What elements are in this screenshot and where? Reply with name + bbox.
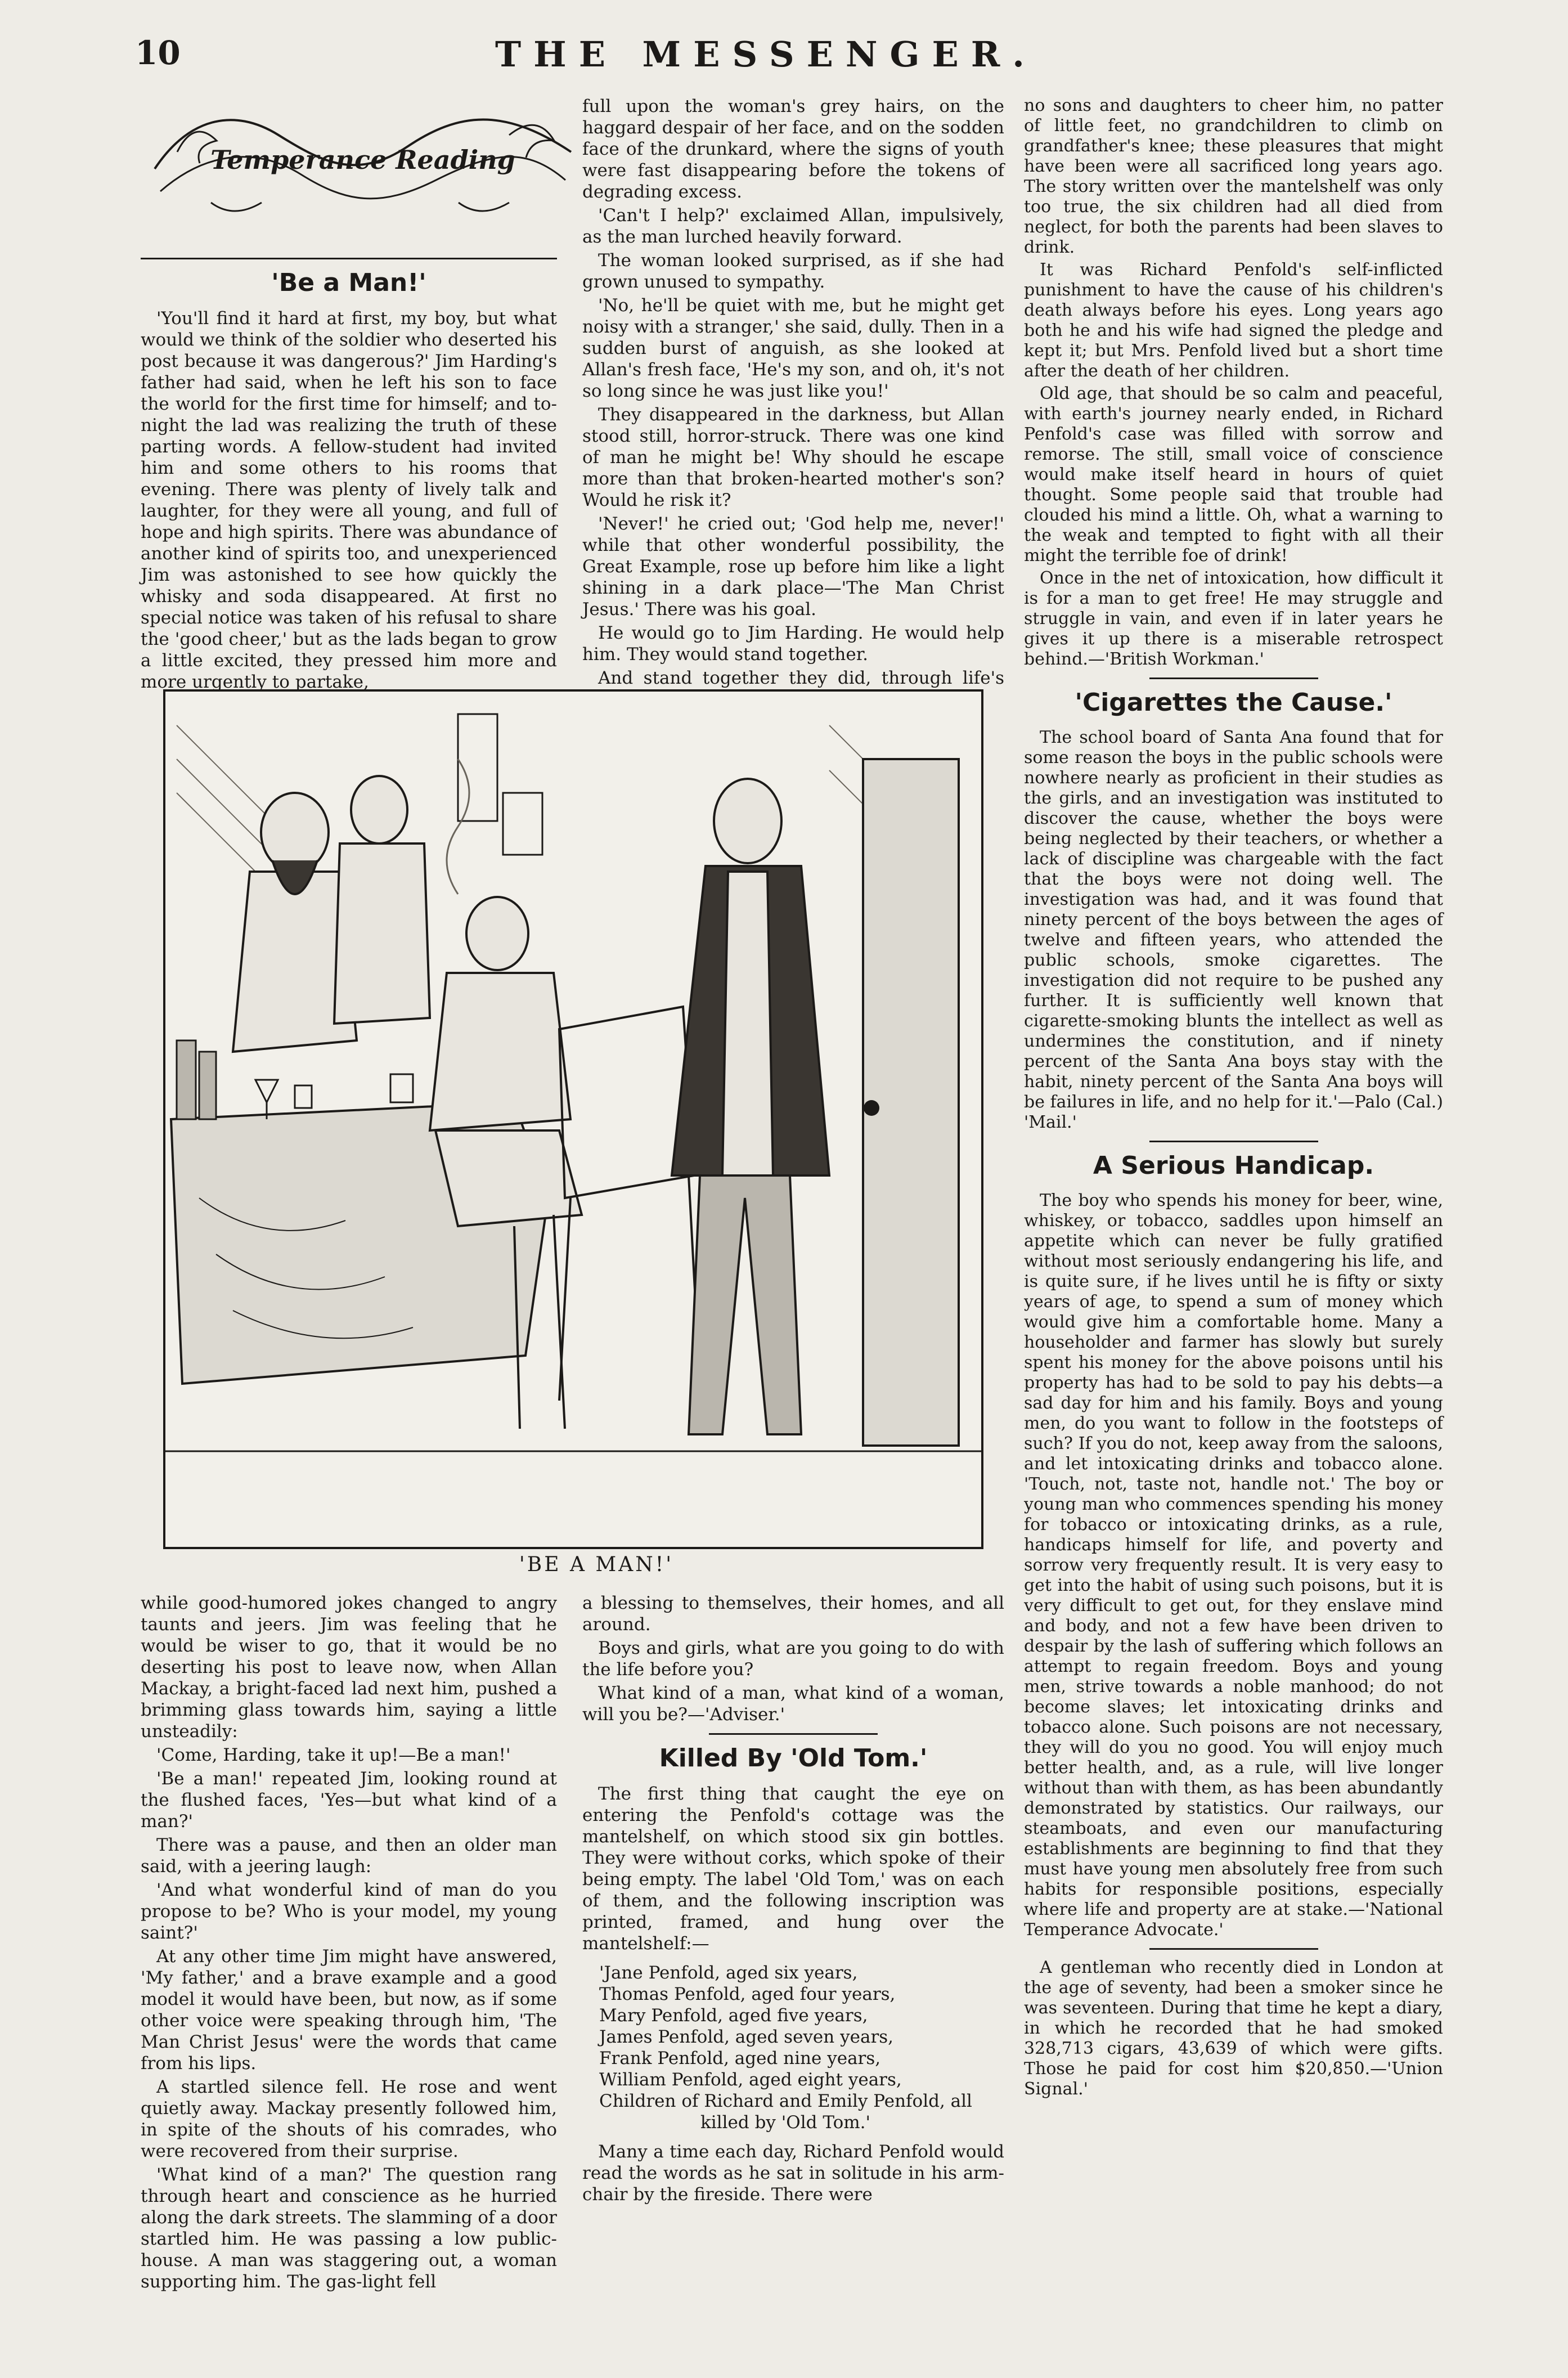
verse-line: Mary Penfold, aged five years, <box>599 2005 868 2026</box>
paragraph: There was a pause, and then an older man said, with a jeering laugh: <box>141 1835 557 1877</box>
column-3 <box>1024 96 1443 2102</box>
cigarettes-title: 'Cigarettes the Cause.' <box>1075 688 1392 717</box>
page-number: 10 <box>135 34 181 72</box>
paragraph: What kind of a man, what kind of a woman, will you be?—'Adviser.' <box>582 1683 1004 1725</box>
column-2-bottom <box>582 1592 1004 2207</box>
paragraph: And stand together they did, through life's trials and temptations, shoulder to shoulder, <box>582 668 1004 710</box>
paragraph: Many a time each day, Richard Penfold would read the words as he sat in solitude in his arm-chair by the fireside. There were <box>582 2142 1004 2205</box>
paragraph: a blessing to themselves, their homes, and all around. <box>582 1593 1004 1635</box>
verse-line: Frank Penfold, aged nine years, <box>599 2048 881 2069</box>
paragraph: He would go to Jim Harding. He would help him. They would stand together. <box>582 623 1004 665</box>
short-rule <box>709 1733 878 1735</box>
verse-line: James Penfold, aged seven years, <box>599 2027 894 2047</box>
paragraph: 'Can't I help?' exclaimed Allan, impulsively, as the man lurched heavily forward. <box>582 205 1004 247</box>
paragraph: The first thing that caught the eye on entering the Penfold's cottage was the mantelshelf, on which stood six gin bottles. They were without corks, which spoke of their being empty. The label 'Old Tom,' was on each of them, and the following inscription was printed, framed, and hung over the mantelshelf:— <box>582 1784 1004 1954</box>
paragraph: They disappeared in the darkness, but Allan stood still, horror-struck. There was one kind of man he might be! Why should he escape more than that broken-hearted mother's son? Would he risk it? <box>582 405 1004 510</box>
verse-line: Thomas Penfold, aged four years, <box>599 1984 896 2004</box>
paragraph: 'Never!' he cried out; 'God help me, never!' while that other wonderful possibility, the Great Example, rose up before him like a light shining in a dark place—'The Man Christ Jesus.' There was his goal. <box>582 514 1004 620</box>
verse-line: William Penfold, aged eight years, <box>599 2070 902 2090</box>
vignette-text: Temperance Reading <box>210 145 515 175</box>
paragraph: The woman looked surprised, as if she had grown unused to sympathy. <box>582 250 1004 292</box>
short-rule <box>1149 677 1318 679</box>
serious-handicap-title: A Serious Handicap. <box>1093 1151 1374 1180</box>
paragraph: A gentleman who recently died in London at the age of seventy, had been a smoker since he was seventeen. During that time he kept a diary, in which he recorded that he had smoked 328,713 cigars, 43,639 of which were gifts. Those he paid for cost him $20,850.—'Union Signal.' <box>1024 1958 1443 2099</box>
masthead-title: THE MESSENGER. <box>495 34 1037 75</box>
paragraph: Once in the net of intoxication, how difficult it is for a man to get free! He may struggle and struggle in vain, and even if in later years he gives it up there is a miserable retrospect behind.—'British Workman.' <box>1024 568 1443 669</box>
column-1-bottom <box>141 1592 557 2295</box>
paragraph: It was Richard Penfold's self-inflicted punishment to have the cause of his children's death always before his eyes. Long years ago both he and his wife had signed the pledge and kept it; but Mrs. Penfold lived but a short time after the death of her children. <box>1024 260 1443 381</box>
paragraph: no sons and daughters to cheer him, no patter of little feet, no grandchildren to climb on grandfather's knee; these pleasures that might have been were all sacrificed long years ago. The story written over the mantelshelf was only too true, the six children had all died from neglect, for both the parents had been slaves to drink. <box>1024 96 1443 257</box>
column-1-top <box>141 248 557 695</box>
paragraph: 'Be a man!' repeated Jim, looking round at the flushed faces, 'Yes—but what kind of a man?' <box>141 1769 557 1832</box>
be-a-man-title: 'Be a Man!' <box>271 268 426 297</box>
paragraph: 'What kind of a man?' The question rang through heart and conscience as he hurried along the dark streets. The slamming of a door startled him. He was passing a low public-house. A man was staggering out, a woman supporting him. The gas-light fell <box>141 2165 557 2292</box>
verse-line: Children of Richard and Emily Penfold, all <box>599 2091 972 2111</box>
paragraph: 'You'll find it hard at first, my boy, but what would we think of the soldier who deserted his post because it was dangerous?' Jim Harding's father had said, when he left his son to face the world for the first time for himself; and to-night the lad was realizing the truth of these parting words. A fellow-student had invited him and some others to his rooms that evening. There was plenty of lively talk and laughter, for they were all young, and full of hope and high spirits. There was abundance of another kind of spirits too, and unexperienced Jim was astonished to see how quickly the whisky and soda disappeared. At first no special notice was taken of his refusal to share the 'good cheer,' but as the lads began to grow a little excited, they pressed him more and more urgently to partake, <box>141 308 557 692</box>
paragraph: At any other time Jim might have answered, 'My father,' and a brave example and a good model it would have been, but now, as if some other voice were speaking through him, 'The Man Christ Jesus' were the words that came from his lips. <box>141 1946 557 2074</box>
temperance-reading-vignette <box>143 84 582 231</box>
short-rule <box>1149 1141 1318 1142</box>
paragraph: A startled silence fell. He rose and went quietly away. Mackay presently followed him, in spite of the shouts of his comrades, who were recovered from their surprise. <box>141 2077 557 2161</box>
illustration-caption: 'BE A MAN!' <box>519 1553 674 1576</box>
paragraph: 'Come, Harding, take it up!—Be a man!' <box>156 1745 511 1765</box>
paragraph: 'And what wonderful kind of man do you propose to be? Who is your model, my young saint?' <box>141 1880 557 1943</box>
paragraph: full upon the woman's grey hairs, on the haggard despair of her face, and on the sodden face of the drunkard, where the signs of youth were fast disappearing before the tokens of degrading excess. <box>582 96 1004 202</box>
inscription-verse <box>582 1962 1004 2133</box>
verse-line: 'Jane Penfold, aged six years, <box>599 1963 858 1983</box>
page-header <box>135 34 1463 73</box>
paragraph: while good-humored jokes changed to angry taunts and jeers. Jim was feeling that he would be wiser to go, that it would be no deserting his post to leave now, when Allan Mackay, a bright-faced lad next him, pushed a brimming glass towards him, saying a little unsteadily: <box>141 1593 557 1742</box>
short-rule <box>1149 1948 1318 1950</box>
paragraph: The boy who spends his money for beer, wine, whiskey, or tobacco, saddles upon himself an appetite which can never be fully gratified without most seriously endangering his life, and is quite sure, if he lives until he is fifty or sixty years of age, to spend a sum of money which would give him a comfortable home. Many a householder and farmer has slowly but surely spent his money for the above poisons until his property has had to be sold to pay his debts—a sad day for him and his family. Boys and young men, do you want to follow in the footsteps of such? If you do not, keep away from the saloons, and let intoxicating drinks and tobacco alone. 'Touch, not, taste not, handle not.' The boy or young man who commences spending his money for tobacco or intoxicating drinks, as a rule, handicaps himself for life, and poverty and sorrow very frequently result. It is very easy to get into the habit of using such poisons, but it is very difficult to get out, for they enslave mind and body, and not a few have been driven to despair by the lash of suffering which follows an attempt to regain freedom. Boys and young men, strive towards a noble manhood; do not become slaves; let intoxicating drinks and tobacco alone. Such poisons are not necessary, they will do you no good. You will enjoy much better health, and, as a rule, will live longer without than with them, as has been abundantly demonstrated by statistics. Our railways, our steamboats, and even our manufacturing establishments are beginning to find that they must have young men absolutely free from such habits for responsible positions, especially where life and property are at stake.—'National Temperance Advocate.' <box>1024 1191 1443 1940</box>
killed-by-old-tom-title: Killed By 'Old Tom.' <box>659 1744 928 1773</box>
paragraph: 'No, he'll be quiet with me, but he might get noisy with a stranger,' she said, dully. Then in a sudden burst of anguish, as she looked at Allan's fresh face, 'He's my son, and oh, it's not so long since he was just like you!' <box>582 295 1004 401</box>
column-2-top <box>582 96 1004 712</box>
section-rule <box>141 258 557 259</box>
paragraph: The school board of Santa Ana found that for some reason the boys in the public schools were nowhere nearly as proficient in their studies as the girls, and an investigation was instituted to discover the cause, whether the boys were being neglected by their teachers, or whether a lack of discipline was chargeable with the fact that the boys were not doing well. The investigation was had, and it was found that ninety percent of the boys between the ages of twelve and fifteen years, who attended the public schools, smoke cigarettes. The investigation did not require to be pushed any further. It is sufficiently well known that cigarette-smoking blunts the intellect as well as undermines the constitution, and if ninety percent of the Santa Ana boys stay with the habit, ninety percent of the Santa Ana boys will be failures in life, and no help for it.'—Palo (Cal.) 'Mail.' <box>1024 728 1443 1132</box>
verse-line: killed by 'Old Tom.' <box>700 2112 871 2133</box>
paragraph: Old age, that should be so calm and peaceful, with earth's journey nearly ended, in Richard Penfold's case was filled with sorrow and remorse. The still, small voice of conscience would make itself heard in hours of quiet thought. Some people said that trouble had clouded his mind a little. Oh, what a warning to the weak and tempted to fight with all their might the terrible foe of drink! <box>1024 384 1443 566</box>
be-a-man-illustration <box>163 689 983 1549</box>
paragraph: Boys and girls, what are you going to do with the life before you? <box>582 1638 1004 1680</box>
